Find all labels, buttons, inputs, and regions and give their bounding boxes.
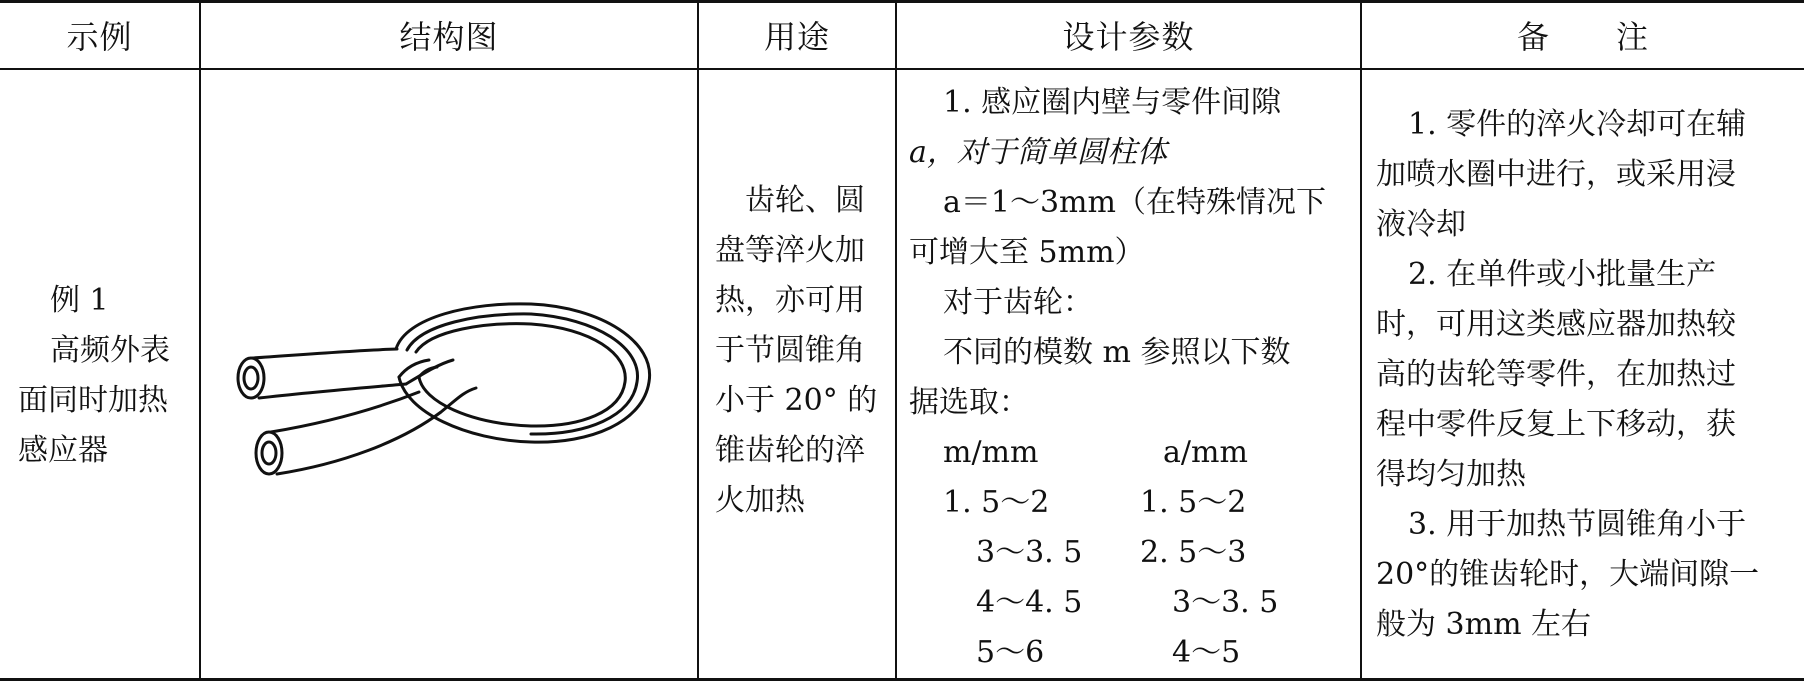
usage-cell [699,176,895,526]
usage-line: 盘等淬火加 [715,233,865,268]
a-value: 1. 5～2 [1140,485,1247,520]
params-line: 对于齿轮： [943,285,1093,320]
remarks-line: 时，可用这类感应器加热较 [1376,307,1736,342]
remarks-line: 2. 在单件或小批量生产 [1408,257,1717,292]
params-cell [897,78,1360,428]
remarks-cell [1362,100,1804,650]
remarks-line: 程中零件反复上下移动，获 [1376,407,1736,442]
col-a-header: a/mm [1163,435,1248,470]
a-value: 3～3. 5 [1172,585,1279,620]
m-value: 1. 5～2 [943,485,1050,520]
a-value: 4～5 [1172,635,1241,670]
header-usage: 用途 [763,18,830,56]
remarks-line: 高的齿轮等零件，在加热过 [1376,357,1736,392]
m-value: 3～3. 5 [976,535,1083,570]
usage-line: 锥齿轮的淬 [715,433,865,468]
usage-line: 齿轮、圆 [745,183,865,218]
remarks-line: 得均匀加热 [1376,457,1526,492]
usage-line: 小于 20° 的 [715,383,878,418]
remarks-line: 1. 零件的淬火冷却可在辅 [1408,107,1747,142]
params-line: 可增大至 5mm） [909,235,1145,270]
example-line: 高频外表 [50,333,170,368]
remarks-line: 液冷却 [1376,207,1466,242]
header-structure: 结构图 [399,18,499,56]
params-line: 不同的模数 m 参照以下数 [943,335,1291,370]
remarks-line: 20°的锥齿轮时，大端间隙一 [1376,557,1760,592]
m-value: 4～4. 5 [976,585,1083,620]
example-line: 例 1 [50,283,109,318]
remarks-line: 加喷水圈中进行，或采用浸 [1376,157,1736,192]
header-example: 示例 [66,18,133,56]
remarks-line: 般为 3mm 左右 [1376,607,1592,642]
header-remarks: 备 注 [1516,18,1649,56]
induction-coil-drawing [201,72,697,678]
m-value: 5～6 [976,635,1045,670]
remarks-line: 3. 用于加热节圆锥角小于 [1408,507,1747,542]
example-line: 感应器 [18,433,108,468]
a-value: 2. 5～3 [1140,535,1247,570]
params-line: a＝1～3mm（在特殊情况下 [943,185,1326,220]
example-line: 面同时加热 [18,383,168,418]
params-line: 据选取： [909,385,1029,420]
usage-line: 热，亦可用 [715,283,865,318]
usage-line: 于节圆锥角 [715,333,865,368]
header-params: 设计参数 [1062,18,1195,56]
params-line: a，对于简单圆柱体 [909,135,1167,170]
col-m-header: m/mm [943,435,1039,470]
usage-line: 火加热 [715,483,805,518]
params-line: 1. 感应圈内壁与零件间隙 [943,85,1282,120]
example-cell [0,276,199,476]
